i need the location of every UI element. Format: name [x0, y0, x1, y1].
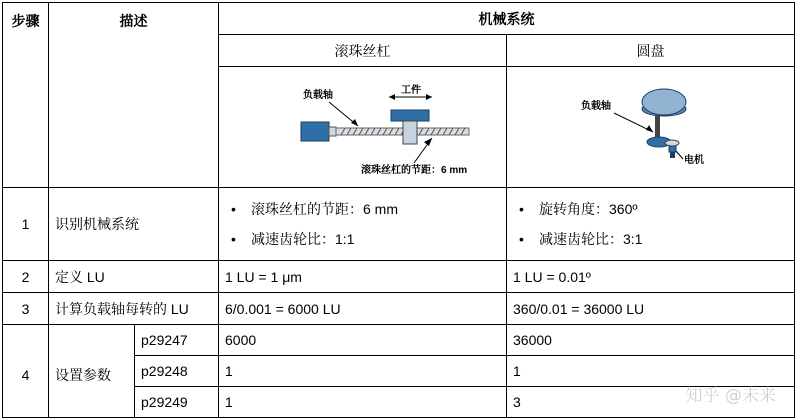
turntable-disk	[642, 89, 686, 115]
pitch-label: 滚珠丝杠的节距：6 mm	[361, 165, 468, 176]
param-disk-value: 3	[507, 387, 795, 418]
workpiece-arrow-left	[389, 94, 395, 100]
step-3-ballscrew-value: 6/0.001 = 6000 LU	[219, 293, 507, 325]
bullet-item: • 减速齿轮比：1:1	[225, 224, 500, 254]
step-4-description: 设置参数	[49, 325, 135, 418]
disk-diagram-cell	[507, 67, 795, 188]
disk-shaft	[655, 115, 660, 139]
ballscrew-diagram	[225, 72, 501, 182]
ballscrew-coupling	[329, 127, 336, 136]
step-1-disk-cell	[507, 188, 795, 261]
step-3-disk-value: 360/0.01 = 36000 LU	[507, 293, 795, 325]
step-2-disk-value: 1 LU = 0.01º	[507, 261, 795, 293]
bullet-item: • 减速齿轮比：3:1	[513, 224, 788, 254]
step-1-ballscrew-cell	[219, 188, 507, 261]
disk-header: 圆盘	[507, 35, 795, 67]
ballscrew-header: 滚珠丝杠	[219, 35, 507, 67]
pitch-arrowhead	[424, 138, 432, 146]
param-ballscrew-value: 1	[219, 356, 507, 387]
motor-gear	[665, 140, 679, 146]
step-4-number: 4	[3, 325, 49, 418]
param-ballscrew-value: 6000	[219, 325, 507, 356]
ballscrew-diagram-cell	[219, 67, 507, 188]
step-2-ballscrew-value: 1 LU = 1 μm	[219, 261, 507, 293]
ballscrew-load-axis-label: 负载轴	[303, 90, 333, 101]
motor-label: 电机	[684, 155, 704, 166]
mechanical-system-header: 机械系统	[219, 3, 795, 35]
motor-leader-line	[676, 151, 683, 159]
workpiece-block	[391, 110, 429, 121]
lu-calculation-table	[2, 2, 795, 418]
step-1-description: 识别机械系统	[49, 188, 219, 261]
bullet-item: • 滚珠丝杠的节距：6 mm	[225, 194, 500, 224]
param-name-p29248: p29248	[135, 356, 219, 387]
bullet-item: • 旋转角度：360º	[513, 194, 788, 224]
step-header: 步骤	[3, 3, 49, 188]
param-disk-value: 1	[507, 356, 795, 387]
disk-load-axis-label: 负载轴	[581, 101, 611, 112]
param-ballscrew-value: 1	[219, 387, 507, 418]
description-header: 描述	[49, 3, 219, 188]
step-3-number: 3	[3, 293, 49, 325]
step-3-description: 计算负载轴每转的 LU	[49, 293, 219, 325]
step-2-number: 2	[3, 261, 49, 293]
disk-load-axis-arrowhead	[646, 125, 653, 132]
workpiece-arrow-right	[426, 94, 432, 100]
workpiece-label: 工件	[401, 85, 421, 96]
step-2-description: 定义 LU	[49, 261, 219, 293]
step-1-ballscrew-list	[225, 194, 500, 254]
step-1-disk-list	[513, 194, 788, 254]
disk-diagram	[513, 72, 789, 182]
ballscrew-nut	[403, 121, 417, 144]
param-disk-value: 36000	[507, 325, 795, 356]
ballscrew-motor	[301, 122, 329, 141]
param-name-p29247: p29247	[135, 325, 219, 356]
load-axis-arrowhead	[351, 119, 358, 126]
watermark: 知乎 @未来	[685, 386, 776, 406]
param-name-p29249: p29249	[135, 387, 219, 418]
step-1-number: 1	[3, 188, 49, 261]
motor-base	[670, 152, 675, 158]
